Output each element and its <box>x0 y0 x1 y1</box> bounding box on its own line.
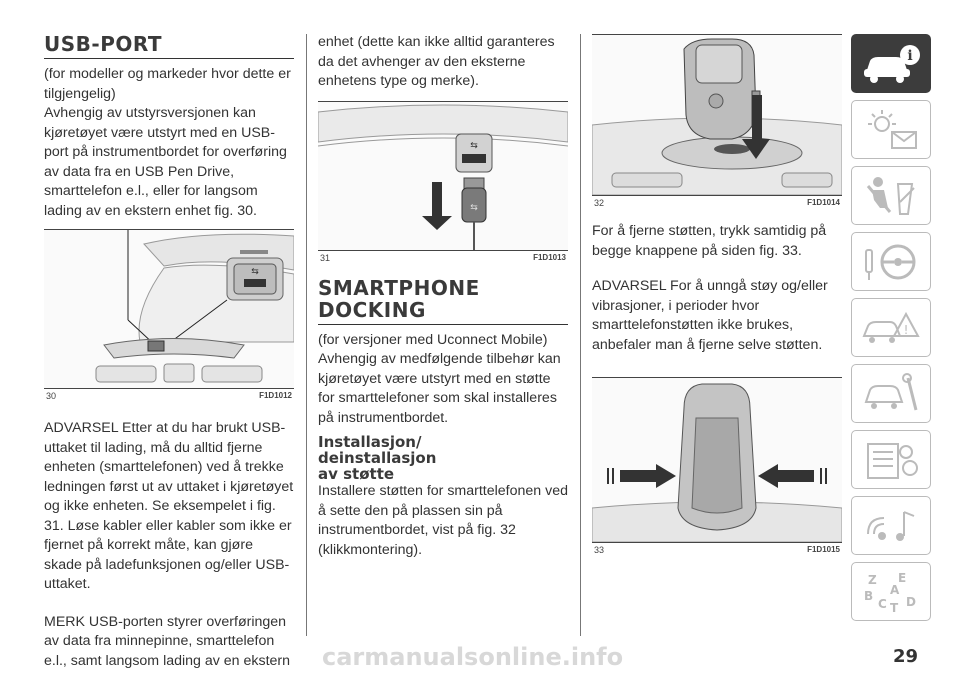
multimedia-icon <box>860 504 922 548</box>
figure-33 <box>592 377 842 543</box>
car-info-icon <box>860 43 922 85</box>
section-title-docking: DOCKING <box>318 297 426 322</box>
paragraph-install: Installere støtten for smarttelefonen ved å sette den på plassen sin på instrumentbordet, vist på fig. 32 (klikkmontering). <box>318 483 568 558</box>
column-3 <box>592 0 842 555</box>
figure-code: F1D1013 <box>533 252 566 262</box>
tab-driving[interactable] <box>851 232 931 291</box>
section-title-smartphone: SMARTPHONE <box>318 275 480 300</box>
usb-cable-removal-illustration <box>318 102 568 250</box>
tab-index[interactable] <box>851 562 931 621</box>
column-1 <box>44 0 294 671</box>
technical-data-icon <box>860 438 922 482</box>
column-divider-1 <box>306 34 307 636</box>
svg-text:!: ! <box>903 322 909 337</box>
watermark: carmanualsonline.info <box>322 643 624 671</box>
svg-text:⇆: ⇆ <box>251 267 259 277</box>
subtitle-installasjon: Installasjon/ <box>318 433 422 451</box>
svg-text:i: i <box>907 47 913 64</box>
index-letter: E <box>898 570 907 585</box>
paragraph-availability: (for modeller og markeder hvor dette er tilgjengelig) <box>44 66 291 102</box>
figure-31-caption <box>318 251 568 263</box>
paragraph-continued: enhet (dette kan ikke alltid garanteres da det avhenger av den eksterne enhetens type og merke). <box>318 34 555 89</box>
svg-text:⇆: ⇆ <box>470 140 478 151</box>
airbag-seat-icon <box>860 174 922 218</box>
column-2 <box>318 0 568 560</box>
figure-32-caption <box>592 196 842 208</box>
index-letter: D <box>906 594 916 609</box>
title-rule <box>44 58 294 59</box>
paragraph-merk-usb: MERK USB-porten styrer overføringen av data fra minnepinne, smarttelefon e.l., samt langsom lading av en ekstern <box>44 613 291 669</box>
tab-warning-lights[interactable] <box>851 100 931 159</box>
index-letter: Z <box>868 572 877 587</box>
page-number: 29 <box>892 646 918 667</box>
paragraph-docking-intro: Avhengig av medfølgende tilbehør kan kjøretøyet være utstyrt med en støtte for smarttelefoner som skal installeres på instrumentbordet. <box>318 351 561 426</box>
index-letter: A <box>890 582 900 597</box>
title-rule <box>318 324 568 325</box>
index-letter: T <box>890 600 899 614</box>
column-divider-2 <box>580 34 581 636</box>
figure-number: 32 <box>594 198 605 208</box>
svg-text:⇆: ⇆ <box>470 202 478 213</box>
figure-number: 30 <box>46 391 57 401</box>
paragraph-advarsel-holder: ADVARSEL For å unngå støy og/eller vibrasjoner, i perioder hvor smarttelefonstøtten ikke brukes, anbefaler man å fjerne selve støtten. <box>592 278 828 353</box>
tab-multimedia[interactable] <box>851 496 931 555</box>
warning-lights-icon <box>860 108 922 152</box>
figure-33-caption <box>592 543 842 555</box>
chapter-tabs <box>851 34 931 628</box>
index-icon <box>860 570 922 614</box>
paragraph-remove: For å fjerne støtten, trykk samtidig på begge knappene på siden fig. 33. <box>592 223 827 259</box>
steering-wheel-icon <box>860 240 922 284</box>
section-title-usb-port: USB-PORT <box>44 32 162 56</box>
tab-technical-data[interactable] <box>851 430 931 489</box>
subtitle-deinstallasjon: deinstallasjon <box>318 449 437 467</box>
holder-release-buttons-illustration <box>592 378 842 542</box>
maintenance-icon <box>860 372 922 416</box>
figure-code: F1D1015 <box>807 545 840 554</box>
index-letter: B <box>864 588 874 603</box>
figure-31 <box>318 101 568 251</box>
paragraph-uconnect: (for versjoner med Uconnect Mobile) <box>318 331 548 348</box>
figure-code: F1D1014 <box>807 198 840 207</box>
figure-code: F1D1012 <box>259 391 292 400</box>
subtitle-av-stotte: av støtte <box>318 465 395 483</box>
figure-30 <box>44 229 294 389</box>
tab-car-info[interactable] <box>851 34 931 93</box>
figure-30-caption <box>44 389 294 401</box>
tab-safety[interactable] <box>851 166 931 225</box>
dashboard-usb-illustration <box>44 230 294 388</box>
tab-emergency[interactable] <box>851 298 931 357</box>
figure-number: 33 <box>594 545 605 555</box>
holder-mounting-illustration <box>592 35 842 195</box>
tab-maintenance[interactable] <box>851 364 931 423</box>
figure-32 <box>592 34 842 196</box>
breakdown-icon <box>860 306 922 350</box>
index-letter: C <box>878 596 887 611</box>
paragraph-advarsel-usb: ADVARSEL Etter at du har brukt USB-uttaket til lading, må du alltid fjerne enheten (smarttelefonen) ved å trekke ledningen først ut av uttaket i kjøretøyet og ikke enheten. Se eksempelet i fig. 31. Løse kabler eller kabler som ikke er fjernet på korrekt måte, kan gjøre skade på ladefunksjonen og/eller USB-uttaket. <box>44 420 294 592</box>
paragraph-usb-intro: Avhengig av utstyrsversjonen kan kjøretøyet være utstyrt med en USB-port på instrumentbordet for overføring av data fra en USB Pen Drive, smarttelefon e.l., eller for langsom lading av en ekstern enhet fig. 30. <box>44 105 287 219</box>
figure-number: 31 <box>320 252 331 263</box>
